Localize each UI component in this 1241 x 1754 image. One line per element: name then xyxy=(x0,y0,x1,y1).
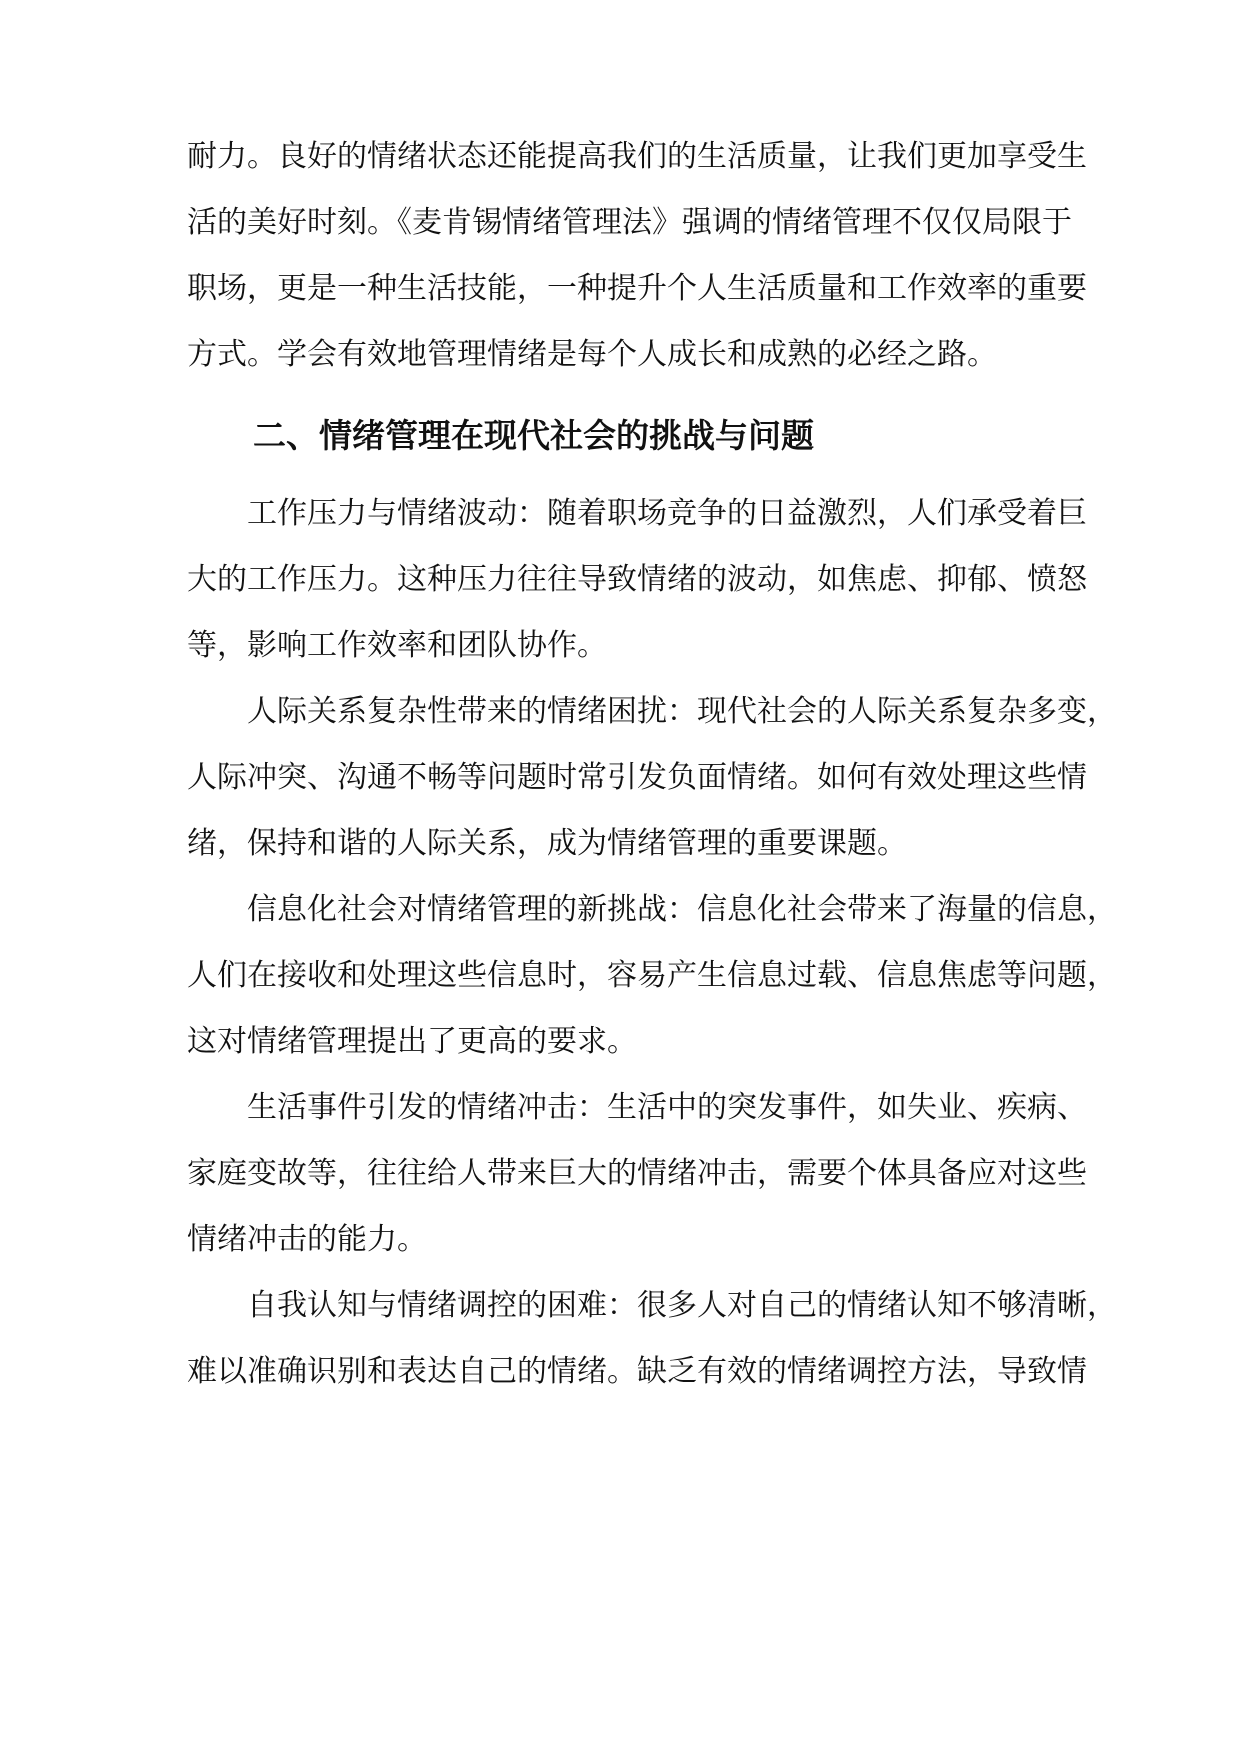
intro-line-4: 方式。学会有效地管理情绪是每个人成长和成熟的必经之路。 xyxy=(187,337,997,372)
paragraph-1-line-3: 等，影响工作效率和团队协作。 xyxy=(187,628,607,663)
paragraph-5-line-1: 自我认知与情绪调控的困难：很多人对自己的情绪认知不够清晰， xyxy=(247,1288,1117,1323)
paragraph-3-line-1: 信息化社会对情绪管理的新挑战：信息化社会带来了海量的信息， xyxy=(247,892,1117,927)
paragraph-1-line-2: 大的工作压力。这种压力往往导致情绪的波动，如焦虑、抑郁、愤怒 xyxy=(187,562,1087,597)
intro-line-3: 职场，更是一种生活技能，一种提升个人生活质量和工作效率的重要 xyxy=(187,271,1087,306)
paragraph-3-line-2: 人们在接收和处理这些信息时，容易产生信息过载、信息焦虑等问题， xyxy=(187,958,1117,993)
paragraph-4-line-1: 生活事件引发的情绪冲击：生活中的突发事件，如失业、疾病、 xyxy=(247,1090,1087,1125)
paragraph-4-line-3: 情绪冲击的能力。 xyxy=(187,1222,427,1257)
paragraph-1-line-1: 工作压力与情绪波动：随着职场竞争的日益激烈，人们承受着巨 xyxy=(247,496,1087,531)
intro-line-1: 耐力。良好的情绪状态还能提高我们的生活质量，让我们更加享受生 xyxy=(187,139,1087,174)
paragraph-2-line-3: 绪，保持和谐的人际关系，成为情绪管理的重要课题。 xyxy=(187,826,907,861)
paragraph-2-line-1: 人际关系复杂性带来的情绪困扰：现代社会的人际关系复杂多变， xyxy=(247,694,1117,729)
paragraph-2-line-2: 人际冲突、沟通不畅等问题时常引发负面情绪。如何有效处理这些情 xyxy=(187,760,1087,795)
paragraph-5-line-2: 难以准确识别和表达自己的情绪。缺乏有效的情绪调控方法，导致情 xyxy=(187,1354,1087,1389)
paragraph-4-line-2: 家庭变故等，往往给人带来巨大的情绪冲击，需要个体具备应对这些 xyxy=(187,1156,1087,1191)
section-heading: 二、情绪管理在现代社会的挑战与问题 xyxy=(253,416,814,455)
paragraph-3-line-3: 这对情绪管理提出了更高的要求。 xyxy=(187,1024,637,1059)
intro-line-2: 活的美好时刻。《麦肯锡情绪管理法》强调的情绪管理不仅仅局限于 xyxy=(187,205,1072,240)
